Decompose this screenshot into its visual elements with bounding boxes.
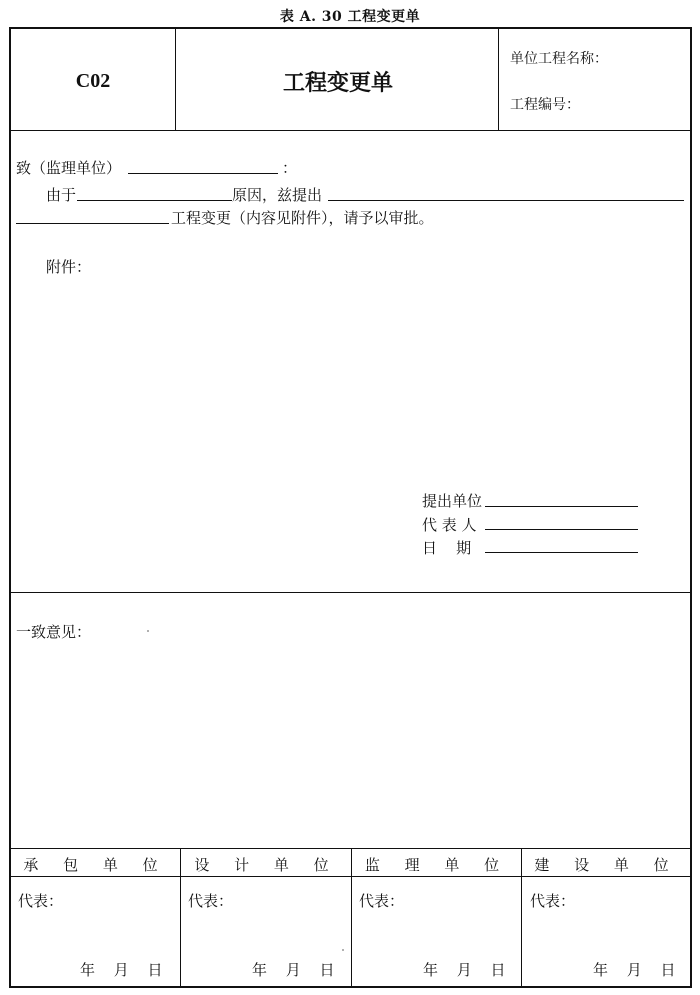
date-label: 日 期: [422, 539, 472, 557]
representative-label: 代 表 人: [422, 516, 477, 534]
contractor-party-label: 承 包 单 位: [23, 856, 168, 874]
date-field[interactable]: [485, 552, 638, 553]
table-caption: 表 A. 30 工程变更单: [279, 9, 421, 25]
designer-rep-label: 代表：: [188, 892, 234, 910]
change-field-line-2[interactable]: [16, 223, 169, 224]
designer-party-label: 设 计 单 位: [194, 856, 339, 874]
reason-field[interactable]: [77, 200, 232, 201]
change-field-line-1[interactable]: [328, 200, 684, 201]
supervisor-rep-label: 代表：: [359, 892, 405, 910]
header-divider-2: [498, 27, 499, 131]
due-to-label: 由于: [46, 186, 77, 204]
submitter-unit-label: 提出单位: [422, 492, 483, 510]
owner-rep-label: 代表：: [530, 892, 576, 910]
scan-speck: [147, 630, 149, 632]
supervisor-unit-field[interactable]: [128, 173, 278, 174]
to-supervisor-label: 致（监理单位）: [16, 159, 122, 177]
signature-divider-1: [180, 848, 181, 988]
header-divider-1: [175, 27, 176, 131]
attachment-label: 附件：: [46, 258, 92, 276]
owner-party-label: 建 设 单 位: [534, 856, 679, 874]
to-colon: ：: [282, 159, 298, 177]
supervisor-date-label: 年 月 日: [423, 961, 508, 979]
form-code: C02: [75, 70, 111, 92]
reason-text: 原因，兹提出: [232, 186, 323, 204]
supervisor-party-label: 监 理 单 位: [364, 856, 510, 874]
contractor-date-label: 年 月 日: [80, 961, 165, 979]
owner-date-label: 年 月 日: [593, 961, 678, 979]
project-number-label: 工程编号：: [510, 97, 580, 113]
request-bottom-rule: [9, 592, 692, 593]
change-request-text: 工程变更（内容见附件），请予以审批。: [171, 209, 434, 227]
signature-divider-3: [521, 848, 522, 988]
opinion-label: 一致意见：: [16, 623, 92, 641]
scan-speck: [342, 949, 344, 951]
header-bottom-rule: [9, 130, 692, 131]
designer-date-label: 年 月 日: [252, 961, 337, 979]
submitter-unit-field[interactable]: [485, 506, 638, 507]
project-name-label: 单位工程名称：: [510, 51, 608, 67]
signature-divider-2: [351, 848, 352, 988]
form-title: 工程变更单: [282, 70, 393, 96]
representative-field[interactable]: [485, 529, 638, 530]
contractor-rep-label: 代表：: [18, 892, 64, 910]
